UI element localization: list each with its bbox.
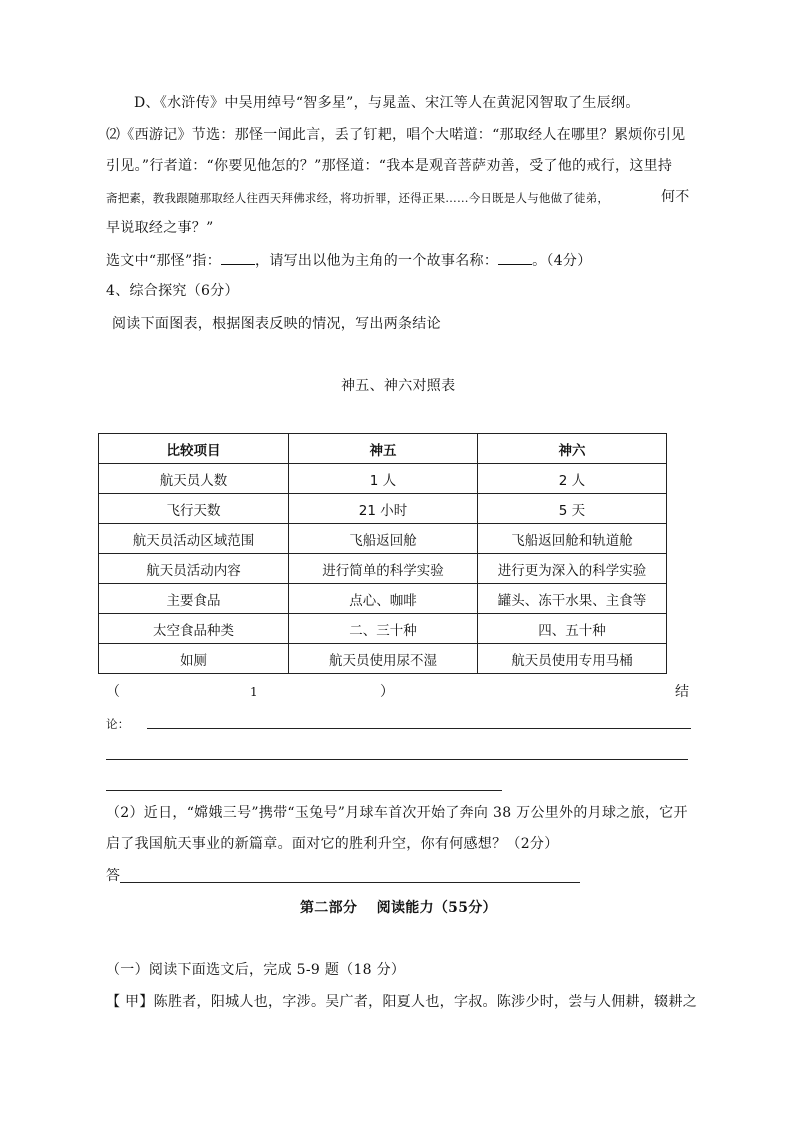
q4-heading: 4、综合探究（6分） [106, 283, 239, 299]
table-cell: 如厕 [99, 644, 289, 674]
table-cell: 进行更为深入的科学实验 [478, 554, 667, 584]
answer-line-1[interactable] [147, 728, 691, 729]
table-row [99, 554, 667, 584]
table-header-cell: 神五 [289, 434, 478, 464]
conclusion-jie: 结 [675, 684, 690, 700]
table-row [99, 644, 667, 674]
q4-part2-line1: （2）近日，“嫦娥三号”携带“玉兔号”月球车首次开始了奔向 38 万公里外的月球之旅，它开 [106, 805, 688, 821]
reading-passage-line1: 【 甲】陈胜者，阳城人也，字涉。吴广者，阳夏人也，字叔。陈涉少时，尝与人佣耕，辍耕之 [106, 994, 698, 1010]
conclusion-lun: 论： [106, 717, 130, 731]
table-cell: 飞船返回舱 [289, 524, 478, 554]
q3-option-d: D、《水浒传》中吴用绰号“智多星”，与晁盖、宋江等人在黄泥冈智取了生辰纲。 [134, 95, 640, 111]
table-header-row [99, 434, 667, 464]
comparison-table [98, 433, 667, 674]
answer-line-3[interactable] [106, 790, 502, 791]
q3-part2-line2: 引见。”行者道：“你要见他怎的？”那怪道：“我本是观音菩萨劝善，受了他的戒行，这里持 [106, 158, 673, 174]
q3-question [106, 249, 592, 271]
table-cell: 2 人 [478, 464, 667, 494]
table-cell: 21 小时 [289, 494, 478, 524]
table-cell: 航天员人数 [99, 464, 289, 494]
table-cell: 航天员使用尿不湿 [289, 644, 478, 674]
conclusion-close-paren: ） [380, 684, 395, 700]
q3-part2-line4: 早说取经之事？” [106, 220, 214, 236]
table-cell: 5 天 [478, 494, 667, 524]
table-row [99, 614, 667, 644]
reading-intro: （一）阅读下面选文后，完成 5-9 题（18 分） [106, 962, 406, 978]
table-cell: 飞行天数 [99, 494, 289, 524]
table-cell: 四、五十种 [478, 614, 667, 644]
section2-title: 第二部分 阅读能力（55分） [300, 900, 497, 916]
q3-part2-line3: 斋把素，教我跟随那取经人往西天拜佛求经，将功折罪，还得正果……今日既是人与他做了徒弟， [106, 191, 610, 205]
q3-question-mid: ，请写出以他为主角的一个故事名称： [255, 253, 499, 269]
table-cell: 1 人 [289, 464, 478, 494]
table-cell: 进行简单的科学实验 [289, 554, 478, 584]
table-row [99, 524, 667, 554]
conclusion-number: 1 [250, 685, 258, 699]
table-cell: 太空食品种类 [99, 614, 289, 644]
table-cell: 罐头、冻干水果、主食等 [478, 584, 667, 614]
q3-question-prefix: 选文中“那怪”指： [106, 253, 222, 269]
q3-part2-line1: ⑵《西游记》节选：那怪一闻此言，丢了钉耙，唱个大喏道：“那取经人在哪里？累烦你引见 [106, 127, 686, 143]
table-cell: 航天员活动区域范围 [99, 524, 289, 554]
answer-blank-who[interactable] [221, 249, 255, 265]
answer-blank-story[interactable] [498, 249, 532, 265]
table-cell: 点心、咖啡 [289, 584, 478, 614]
table-header-cell: 比较项目 [99, 434, 289, 464]
table-cell: 航天员活动内容 [99, 554, 289, 584]
table-row [99, 464, 667, 494]
table-header-cell: 神六 [478, 434, 667, 464]
table-title: 神五、神六对照表 [341, 378, 456, 394]
table-cell: 航天员使用专用马桶 [478, 644, 667, 674]
q3-part2-line3-end: 何不 [661, 189, 690, 205]
answer-line-2[interactable] [106, 759, 688, 760]
q3-question-suffix: 。（4分） [532, 253, 592, 269]
table-cell: 二、三十种 [289, 614, 478, 644]
table-row [99, 584, 667, 614]
answer-label: 答 [106, 868, 121, 884]
q4-part2-line2: 启了我国航天事业的新篇章。面对它的胜利升空，你有何感想？（2分） [106, 836, 559, 852]
q4-instruction: 阅读下面图表，根据图表反映的情况，写出两条结论 [112, 316, 441, 332]
table-row [99, 494, 667, 524]
conclusion-open-paren: （ [106, 684, 121, 700]
table-cell: 飞船返回舱和轨道舱 [478, 524, 667, 554]
table-cell: 主要食品 [99, 584, 289, 614]
answer-line-4[interactable] [120, 882, 580, 883]
